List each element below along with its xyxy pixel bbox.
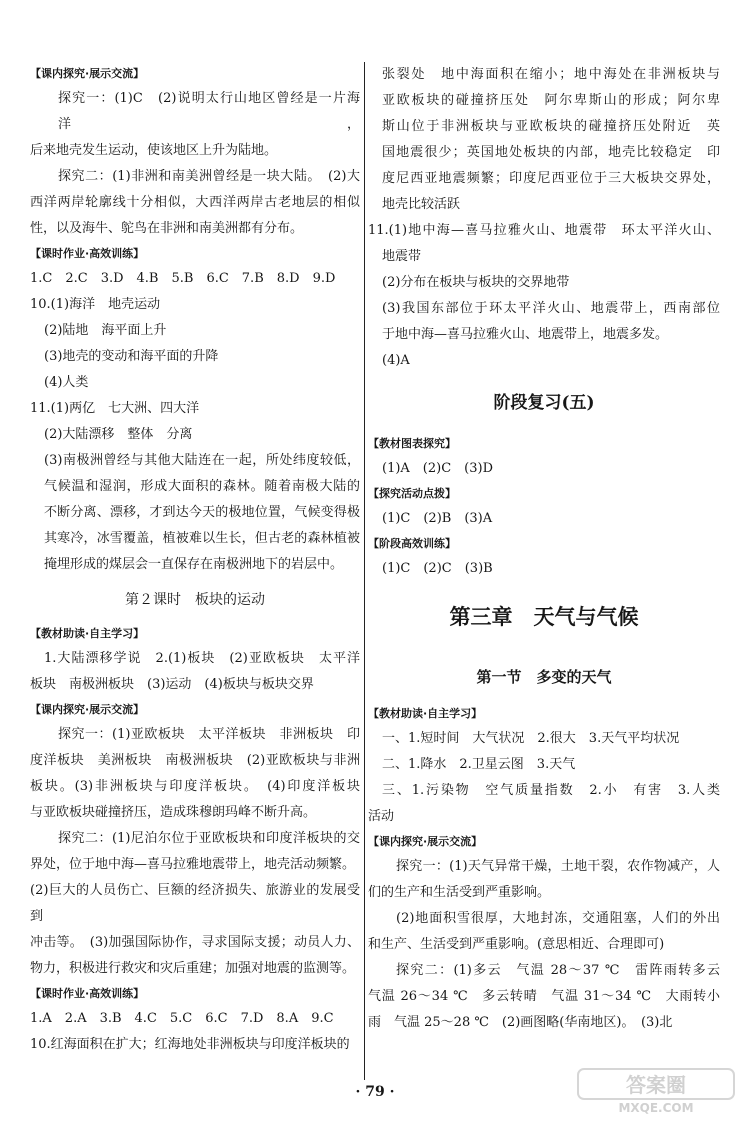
watermark-logo [576,1065,736,1115]
text-line: 不断分离、漂移，才到达今天的极地位置，气候变得极 [44,505,360,520]
text-line: 与亚欧板块碰撞挤压，造成珠穆朗玛峰不断升高。 [30,805,317,820]
text-line: 1.A 2.A 3.B 4.C 5.C 6.C 7.D 8.A 9.C [30,1011,334,1026]
text-line: 物力，积极进行救灾和灾后重建；加强对地震的监测等。 [30,961,356,976]
text-line: 雨 气温 25～28 ℃ (2)画图略(华南地区)。 (3)北 [368,1015,673,1030]
text-line: 其寒冷，冰雪覆盖，植被难以生长，但古老的森林植被 [44,531,360,546]
text-line: 界处，位于地中海—喜马拉雅地震带上，地壳活动频繁。 [30,857,356,872]
text-line: (2)地面积雪很厚，大地封冻，交通阻塞，人们的外出 [396,911,720,926]
svg-text:MXQE.COM: MXQE.COM [618,1101,694,1115]
text-line: 板块 南极洲板块 (3)运动 (4)板块与板块交界 [30,677,314,692]
text-line: 10.(1)海洋 地壳运动 [30,297,161,312]
text-line: 斯山位于非洲板块与亚欧板块的碰撞挤压处附近 英 [382,119,720,134]
lesson-title: 第２课时 板块的运动 [125,592,265,608]
section-label: 【阶段高效训练】 [368,537,456,550]
section-label: 【课内探究·展示交流】 [368,835,483,848]
text-line: 们的生产和生活受到严重影响。 [368,885,551,900]
page-number: · 79 · [355,1084,395,1100]
text-line: 西洋两岸轮廓线十分相似，大西洋两岸古老地层的相似 [30,195,360,210]
text-line: 探究一：(1)天气异常干燥，土地干裂，农作物减产，人 [396,859,720,874]
text-line: 探究一：(1)亚欧板块 太平洋板块 非洲板块 印 [58,727,360,742]
text-line: (2)分布在板块与板块的交界地带 [382,275,570,290]
section-label: 【课时作业·高效训练】 [30,247,145,260]
section-label: 【课内探究·展示交流】 [30,67,145,80]
text-line: 地震带 [382,249,422,264]
section-label: 【教材助读·自主学习】 [368,707,483,720]
text-line: 11.(1)地中海—喜马拉雅火山、地震带 环太平洋火山、 [368,223,720,238]
section-label: 【教材助读·自主学习】 [30,627,145,640]
section-label: 【课内探究·展示交流】 [30,703,145,716]
text-line: (3)地壳的变动和海平面的升降 [44,349,219,364]
text-line: 地壳比较活跃 [382,197,461,212]
text-line: (1)A (2)C (3)D [382,461,494,476]
text-line: (2)巨大的人员伤亡、巨额的经济损失、旅游业的发展受到 [30,883,360,924]
text-line: 一、1.短时间 大气状况 2.很大 3.天气平均状况 [382,731,680,746]
text-line: 张裂处 地中海面积在缩小；地中海处在非洲板块与 [382,67,720,82]
text-line: 探究一：(1)C (2)说明太行山地区曾经是一片海洋， [58,91,360,132]
section-title: 第一节 多变的天气 [476,668,612,686]
text-line: 板块。(3)非洲板块与印度洋板块。 (4)印度洋板块 [30,779,360,794]
text-line: 探究二：(1)多云 气温 28～37 ℃ 雷阵雨转多云 [396,963,720,978]
text-line: 活动 [368,809,395,824]
text-line: 和生产、生活受到严重影响。(意思相近、合理即可) [368,937,665,952]
text-line: 度洋板块 美洲板块 南极洲板块 (2)亚欧板块与非洲 [30,753,360,768]
text-line: (4)A [382,353,410,368]
section-label: 【课时作业·高效训练】 [30,987,145,1000]
text-line: 三、1.污染物 空气质量指数 2.小 有害 3.人类 [382,783,720,798]
text-line: 气温 26～34 ℃ 多云转晴 气温 31～34 ℃ 大雨转小 [368,989,720,1004]
text-line: (4)人类 [44,375,89,390]
text-line: 气候温和湿润，形成大面积的森林。随着南极大陆的 [44,479,360,494]
text-line: 10.红海面积在扩大；红海地处非洲板块与印度洋板块的 [30,1037,350,1052]
chapter-title: 第三章 天气与气候 [449,604,639,629]
text-line: 于地中海—喜马拉雅火山、地震带上，地震多发。 [382,327,669,342]
text-line: (1)C (2)C (3)B [382,561,493,576]
text-line: 二、1.降水 2.卫星云图 3.天气 [382,757,576,772]
text-line: (3)南极洲曾经与其他大陆连在一起，所处纬度较低， [44,453,360,468]
text-line: 1.C 2.C 3.D 4.B 5.B 6.C 7.B 8.D 9.D [30,271,336,286]
text-line: (2)大陆漂移 整体 分离 [44,427,193,442]
text-line: 探究二：(1)非洲和南美洲曾经是一块大陆。 (2)大 [58,169,360,184]
text-line: 1.大陆漂移学说 2.(1)板块 (2)亚欧板块 太平洋 [44,651,360,666]
left-column [30,62,360,1058]
svg-text:答案圈: 答案圈 [626,1073,686,1097]
text-line: 亚欧板块的碰撞挤压处 阿尔卑斯山的形成；阿尔卑 [382,93,720,108]
stage-title: 阶段复习(五) [493,393,595,413]
text-line: (3)我国东部位于环太平洋火山、地震带上，西南部位 [382,301,720,316]
text-line: 冲击等。 (3)加强国际协作，寻求国际支援；动员人力、 [30,935,360,950]
section-label: 【探究活动点拨】 [368,487,456,500]
text-line: (1)C (2)B (3)A [382,511,493,526]
text-line: 探究二：(1)尼泊尔位于亚欧板块和印度洋板块的交 [58,831,360,846]
text-line: 掩埋形成的煤层会一直保存在南极洲地下的岩层中。 [44,557,344,572]
text-line: 后来地壳发生运动，使该地区上升为陆地。 [30,143,278,158]
text-line: 国地震很少；英国地处板块的内部，地壳比较稳定 印 [382,145,720,160]
text-line: 11.(1)两亿 七大洲、四大洋 [30,401,200,416]
text-line: (2)陆地 海平面上升 [44,323,167,338]
column-divider [364,62,365,1080]
text-line: 度尼西亚地震频繁；印度尼西亚位于三大板块交界处， [382,171,720,186]
text-line: 性，以及海牛、鸵鸟在非洲和南美洲都有分布。 [30,221,304,236]
right-column [368,62,720,1036]
section-label: 【教材图表探究】 [368,437,456,450]
